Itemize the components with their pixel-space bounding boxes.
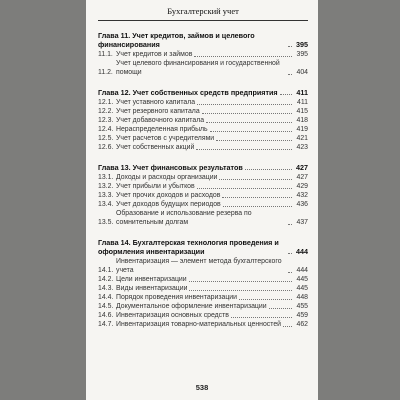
dot-leader	[245, 169, 292, 170]
section-page-number: 432	[296, 192, 308, 199]
section-title: Учет собственных акций	[116, 144, 195, 151]
toc-entry[interactable]	[98, 50, 308, 59]
section-title: Нераспределенная прибыль	[116, 126, 208, 133]
toc-entry[interactable]	[98, 98, 308, 107]
chapter-heading[interactable]	[98, 163, 308, 172]
chapter-heading[interactable]	[98, 238, 308, 256]
section-title: Инвентаризация — элемент метода бухгалтерского учета	[116, 258, 282, 274]
section-title: Учет доходов будущих периодов	[116, 201, 221, 208]
toc-entry[interactable]	[98, 191, 308, 200]
section-page-number: 421	[296, 135, 308, 142]
toc-entry[interactable]	[98, 182, 308, 191]
chapter-page-number: 411	[296, 88, 308, 97]
toc-entry[interactable]	[98, 302, 308, 311]
section-number: 13.2.	[98, 183, 114, 190]
section-title: Порядок проведения инвентаризации	[116, 294, 237, 301]
section-number: 12.4.	[98, 126, 114, 133]
dot-leader	[197, 104, 292, 105]
book-page	[86, 0, 318, 400]
section-title: Учет добавочного капитала	[116, 117, 205, 124]
section-page-number: 415	[296, 108, 308, 115]
section-page-number: 411	[297, 99, 308, 106]
chapter-page-number: 395	[296, 40, 308, 49]
chapter-page-number: 427	[296, 163, 308, 172]
section-page-number: 429	[296, 183, 308, 190]
dot-leader	[222, 197, 292, 198]
chapter-heading[interactable]	[98, 31, 308, 49]
section-number: 14.6.	[98, 312, 114, 319]
chapter-title: Глава 14. Бухгалтерская технология проведения и оформления инвентаризации	[98, 238, 279, 256]
header-rule	[98, 20, 308, 21]
dot-leader	[223, 206, 292, 207]
section-page-number: 445	[296, 285, 308, 292]
toc-entry[interactable]	[98, 134, 308, 143]
dot-leader	[216, 140, 292, 141]
chapter-title: Глава 13. Учет финансовых результатов	[98, 163, 243, 172]
dot-leader	[283, 326, 292, 327]
section-number: 13.5.	[98, 219, 114, 226]
section-page-number: 455	[296, 303, 308, 310]
section-page-number: 395	[296, 51, 308, 58]
section-title: Учет прочих доходов и расходов	[116, 192, 221, 199]
section-number: 14.3.	[98, 285, 114, 292]
dot-leader	[288, 253, 292, 254]
section-page-number: 459	[296, 312, 308, 319]
dot-leader	[189, 281, 292, 282]
toc-entry[interactable]	[98, 173, 308, 182]
dot-leader	[197, 188, 292, 189]
section-number: 12.5.	[98, 135, 114, 142]
dot-leader	[239, 299, 292, 300]
toc-entry[interactable]	[98, 116, 308, 125]
toc-entry[interactable]	[98, 59, 308, 77]
chapter-title: Глава 12. Учет собственных средств предприятия	[98, 88, 278, 97]
section-title: Учет прибыли и убытков	[116, 183, 195, 190]
section-number: 12.1.	[98, 99, 114, 106]
section-title: Документальное оформление инвентаризации	[116, 303, 267, 310]
section-title: Учет кредитов и займов	[116, 51, 193, 58]
toc-entry[interactable]	[98, 257, 308, 275]
section-page-number: 448	[296, 294, 308, 301]
section-title: Учет целевого финансирования и государственной помощи	[116, 60, 280, 76]
section-title: Учет резервного капитала	[116, 108, 200, 115]
dot-leader	[219, 179, 292, 180]
dot-leader	[206, 122, 292, 123]
chapter-heading[interactable]	[98, 88, 308, 97]
toc-entry[interactable]	[98, 284, 308, 293]
toc-entry[interactable]	[98, 143, 308, 152]
dot-leader	[194, 56, 292, 57]
section-title: Инвентаризация основных средств	[116, 312, 229, 319]
toc-chapter	[98, 88, 308, 152]
dot-leader	[231, 317, 292, 318]
toc-chapter	[98, 163, 308, 227]
toc-entry[interactable]	[98, 125, 308, 134]
section-page-number: 436	[296, 201, 308, 208]
dot-leader	[202, 113, 292, 114]
section-page-number: 427	[296, 174, 308, 181]
dot-leader	[288, 46, 292, 47]
section-title: Образование и использование резерва по сомнительным долгам	[116, 210, 252, 226]
section-title: Учет уставного капитала	[116, 99, 196, 106]
section-title: Виды инвентаризации	[116, 285, 188, 292]
section-number: 13.3.	[98, 192, 114, 199]
section-number: 13.1.	[98, 174, 114, 181]
section-page-number: 419	[296, 126, 308, 133]
chapter-page-number: 444	[296, 247, 308, 256]
toc-entry[interactable]	[98, 320, 308, 329]
section-page-number: 462	[296, 321, 308, 328]
toc-entry[interactable]	[98, 311, 308, 320]
page-number: 538	[195, 383, 209, 392]
table-of-contents	[98, 31, 308, 329]
section-number: 12.6.	[98, 144, 114, 151]
chapter-title: Глава 11. Учет кредитов, займов и целевого финансирования	[98, 31, 255, 49]
section-number: 12.2.	[98, 108, 114, 115]
section-number: 14.4.	[98, 294, 114, 301]
section-number: 11.1.	[98, 51, 113, 58]
section-page-number: 437	[296, 219, 308, 226]
section-title: Цели инвентаризации	[116, 276, 187, 283]
section-number: 13.4.	[98, 201, 114, 208]
toc-entry[interactable]	[98, 293, 308, 302]
toc-entry[interactable]	[98, 107, 308, 116]
section-title: Инвентаризация товарно-материальных ценностей	[116, 321, 282, 328]
toc-entry[interactable]	[98, 275, 308, 284]
toc-chapter	[98, 31, 308, 77]
section-number: 11.2.	[98, 69, 113, 76]
dot-leader	[269, 308, 292, 309]
dot-leader	[210, 131, 292, 132]
toc-entry[interactable]	[98, 209, 308, 227]
section-number: 14.1.	[98, 267, 114, 274]
dot-leader	[288, 74, 292, 75]
dot-leader	[189, 290, 292, 291]
section-number: 12.3.	[98, 117, 114, 124]
section-page-number: 423	[296, 144, 308, 151]
section-page-number: 418	[296, 117, 308, 124]
toc-chapter	[98, 238, 308, 329]
dot-leader	[288, 272, 292, 273]
section-page-number: 445	[296, 276, 308, 283]
section-number: 14.5.	[98, 303, 114, 310]
section-number: 14.2.	[98, 276, 114, 283]
section-number: 14.7.	[98, 321, 114, 328]
dot-leader	[196, 149, 292, 150]
dot-leader	[280, 94, 292, 95]
section-title: Доходы и расходы организации	[116, 174, 218, 181]
dot-leader	[288, 224, 292, 225]
running-header: Бухгалтерский учет	[167, 6, 239, 16]
section-page-number: 444	[296, 267, 308, 274]
section-page-number: 404	[296, 69, 308, 76]
section-title: Учет расчетов с учредителями	[116, 135, 215, 142]
toc-entry[interactable]	[98, 200, 308, 209]
